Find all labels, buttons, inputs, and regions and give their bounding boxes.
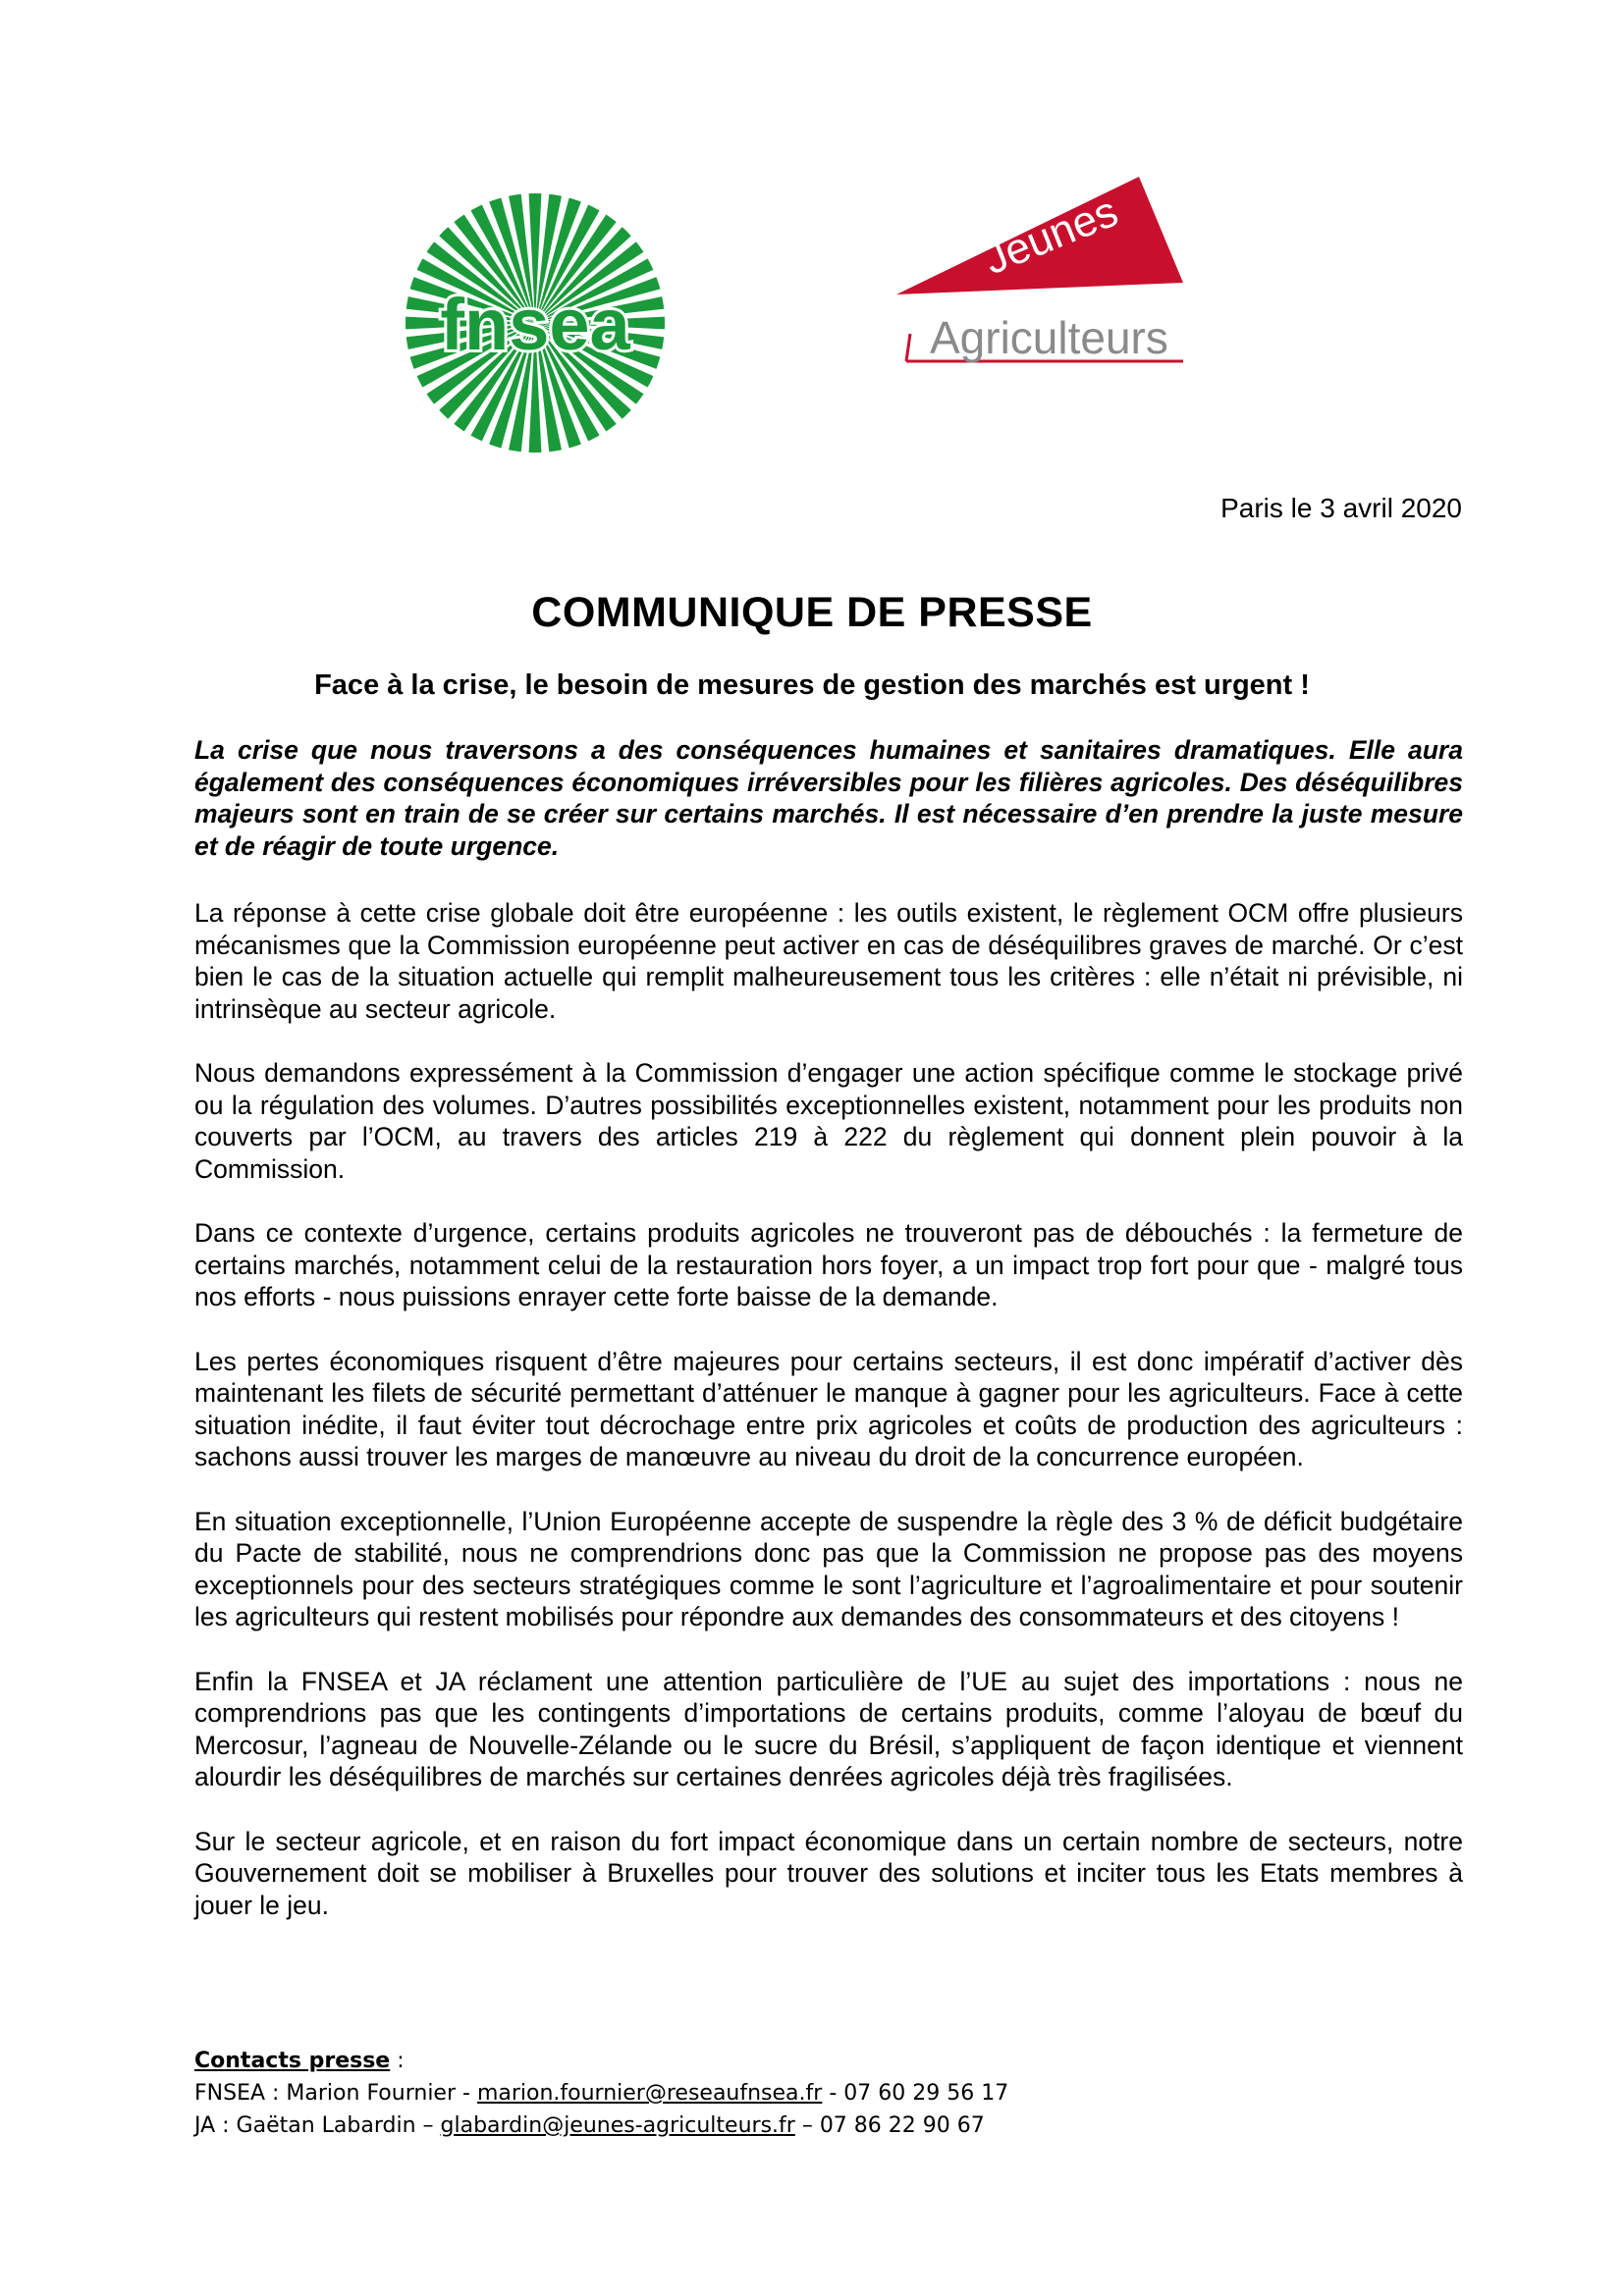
- document-body: [194, 734, 1463, 1953]
- intro-paragraph: La crise que nous traversons a des conséquences humaines et sanitaires dramatiques. Elle aura également des conséquences économiques irréversibles pour les filières agricoles. Des déséquilibres majeurs sont en train de se créer sur certains marchés. Il est nécessaire d’en prendre la juste mesure et de réagir de toute urgence.: [194, 735, 1463, 861]
- logos-header: [0, 177, 1624, 432]
- ja-logo-line2: Agriculteurs: [930, 312, 1168, 363]
- contact-fnsea: FNSEA : Marion Fournier - marion.fournier@reseaufnsea.fr - 07 60 29 56 17: [194, 2081, 1009, 2106]
- body-paragraph: Dans ce contexte d’urgence, certains produits agricoles ne trouveront pas de débouchés : la fermeture de certains marchés, notamment celui de la restauration hors foyer, a un impact trop fort pour que - malgré tous nos efforts - nous puissions enrayer cette forte baisse de la demande.: [194, 1218, 1463, 1311]
- jeunes-agriculteurs-logo: [889, 177, 1213, 412]
- document-title: COMMUNIQUE DE PRESSE: [531, 589, 1093, 636]
- fnsea-email-link[interactable]: marion.fournier@reseaufnsea.fr: [476, 2081, 823, 2106]
- body-paragraph: Enfin la FNSEA et JA réclament une attention particulière de l’UE au sujet des importations : nous ne comprendrions pas que les contingents d’importations de certains produits, comme l’aloyau de bœuf du Mercosur, l’agneau de Nouvelle-Zélande ou le sucre du Brésil, s’appliquent de façon identique et viennent alourdir les déséquilibres de marchés sur certaines denrées agricoles déjà très fragilisées.: [194, 1666, 1463, 1791]
- fnsea-logo-text: fnsea: [440, 284, 630, 365]
- contact-ja: JA : Gaëtan Labardin – glabardin@jeunes-agriculteurs.fr – 07 86 22 90 67: [194, 2113, 985, 2138]
- body-paragraph: La réponse à cette crise globale doit être européenne : les outils existent, le règlement OCM offre plusieurs mécanismes que la Commission européenne peut activer en cas de déséquilibres graves de marché. Or c’est bien le cas de la situation actuelle qui remplit malheureusement tous les critères : elle n’était ni prévisible, ni intrinsèque au secteur agricole.: [194, 898, 1463, 1024]
- body-paragraph: Sur le secteur agricole, et en raison du fort impact économique dans un certain nombre de secteurs, notre Gouvernement doit se mobiliser à Bruxelles pour trouver des solutions et inciter tous les Etats membres à jouer le jeu.: [194, 1826, 1463, 1920]
- ja-logo-line1: Jeunes: [977, 187, 1125, 285]
- fnsea-logo: [403, 190, 668, 455]
- body-paragraph: Les pertes économiques risquent d’être majeures pour certains secteurs, il est donc impératif d’activer dès maintenant les filets de sécurité permettant d’atténuer le manque à gagner pour les agriculteurs. Face à cette situation inédite, il faut éviter tout décrochage entre prix agricoles et coûts de production des agriculteurs : sachons aussi trouver les marges de manœuvre au niveau du droit de la concurrence européen.: [194, 1346, 1463, 1471]
- document-subtitle: Face à la crise, le besoin de mesures de gestion des marchés est urgent !: [314, 669, 1310, 701]
- document-date: Paris le 3 avril 2020: [1220, 493, 1462, 523]
- body-paragraph: En situation exceptionnelle, l’Union Européenne accepte de suspendre la règle des 3 % de déficit budgétaire du Pacte de stabilité, nous ne comprendrions donc pas que la Commission ne propose pas des moyens exceptionnels pour des secteurs stratégiques comme le sont l’agriculture et l’agroalimentaire et pour soutenir les agriculteurs qui restent mobilisés pour répondre aux demandes des consommateurs et des citoyens !: [194, 1506, 1463, 1631]
- press-contacts: [194, 2045, 1008, 2142]
- contacts-heading: Contacts presse :: [194, 2049, 405, 2073]
- body-paragraph: Nous demandons expressément à la Commission d’engager une action spécifique comme le stockage privé ou la régulation des volumes. D’autres possibilités exceptionnelles existent, notamment pour les produits non couverts par l’OCM, au travers des articles 219 à 222 du règlement qui donnent plein pouvoir à la Commission.: [194, 1058, 1463, 1184]
- ja-email-link[interactable]: glabardin@jeunes-agriculteurs.fr: [440, 2113, 795, 2138]
